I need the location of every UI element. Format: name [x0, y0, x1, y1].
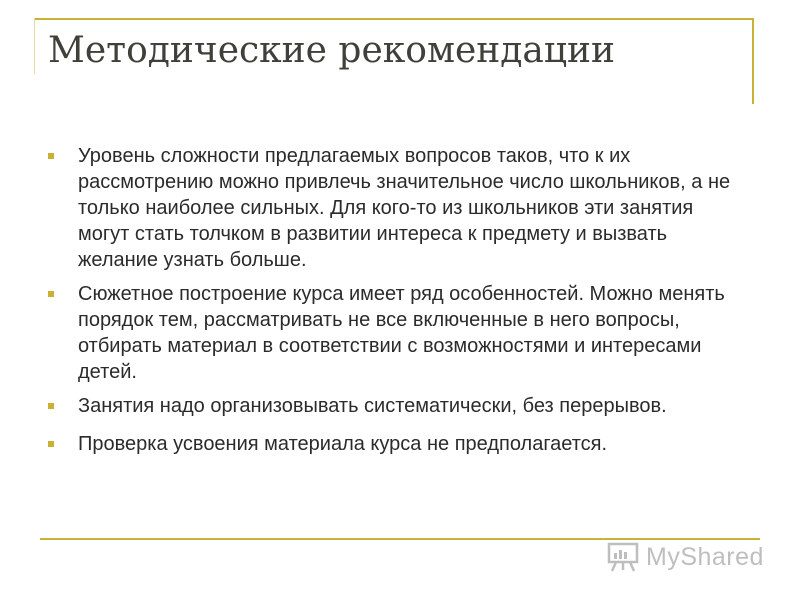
bullet-item [48, 431, 748, 457]
square-bullet-icon [48, 153, 54, 159]
bullet-item [48, 393, 748, 419]
square-bullet-icon [48, 441, 54, 447]
bullet-text: Уровень сложности предлагаемых вопросов таков, что к их рассмотрению можно привлечь значительное число школьников, а не только наиболее сильных. Для кого-то из школьников эти занятия могут стать толчком в развитии интереса к предмету и вызвать желание узнать больше. [78, 145, 731, 271]
watermark [606, 537, 764, 577]
top-decorative-rule [34, 18, 753, 20]
bullet-text: Проверка усвоения материала курса не предполагается. [78, 433, 608, 455]
square-bullet-icon [48, 403, 54, 409]
bullet-item [48, 281, 748, 385]
right-decorative-rule [752, 18, 754, 104]
presentation-board-icon [606, 540, 640, 574]
square-bullet-icon [48, 291, 54, 297]
slide-title: Методические рекомендации [48, 30, 616, 71]
bullet-list [48, 143, 748, 465]
watermark-text: MyShared [646, 542, 764, 571]
bullet-item [48, 143, 748, 273]
bullet-text: Сюжетное построение курса имеет ряд особенностей. Можно менять порядок тем, рассматривать не все включенные в него вопросы, отбирать материал в соответствии с возможностями и интересами детей. [78, 283, 725, 383]
left-decorative-rule [34, 18, 35, 74]
bullet-text: Занятия надо организовывать систематически, без перерывов. [78, 395, 667, 417]
